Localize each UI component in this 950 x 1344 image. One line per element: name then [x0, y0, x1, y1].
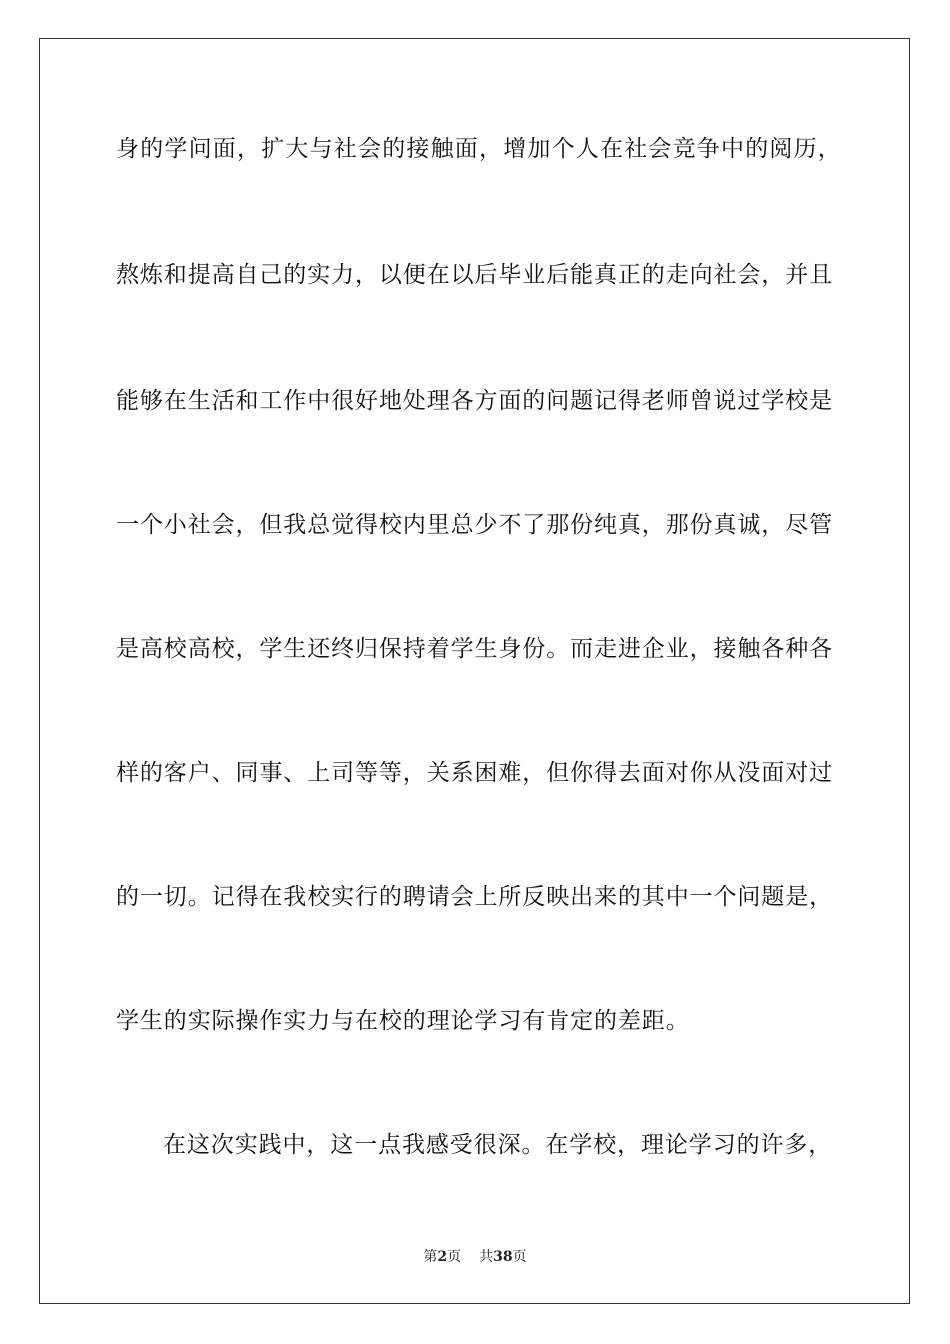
page-prefix: 第 [423, 1249, 438, 1265]
body-text-line-3: 能够在生活和工作中很好地处理各方面的问题记得老师曾说过学校是 [116, 388, 833, 414]
body-text-line-5: 是高校高校，学生还终归保持着学生身份。而走进企业，接触各种各 [116, 636, 833, 662]
body-text-line-6: 样的客户、同事、上司等等，关系困难，但你得去面对你从没面对过 [116, 760, 833, 786]
body-text-line-4: 一个小社会，但我总觉得校内里总少不了那份纯真，那份真诚，尽管 [116, 512, 833, 538]
body-text-line-1: 身的学问面，扩大与社会的接触面，增加个人在社会竞争中的阅历， [116, 136, 842, 162]
paragraph-start-line: 在这次实践中，这一点我感受很深。在学校，理论学习的许多， [163, 1132, 833, 1158]
total-pages: 38 [493, 1249, 513, 1265]
body-text-line-7: 的一切。记得在我校实行的聘请会上所反映出来的其中一个问题是， [116, 884, 833, 910]
body-text-line-2: 熬炼和提高自己的实力，以便在以后毕业后能真正的走向社会，并且 [116, 262, 833, 288]
body-text-line-8: 学生的实际操作实力与在校的理论学习有肯定的差距。 [116, 1008, 690, 1034]
total-prefix: 共 [479, 1249, 494, 1265]
page-border [39, 38, 910, 1304]
page-number: 2 [437, 1249, 448, 1265]
page-footer [0, 1248, 950, 1266]
total-suffix: 页 [512, 1249, 527, 1265]
page-suffix: 页 [447, 1249, 462, 1265]
